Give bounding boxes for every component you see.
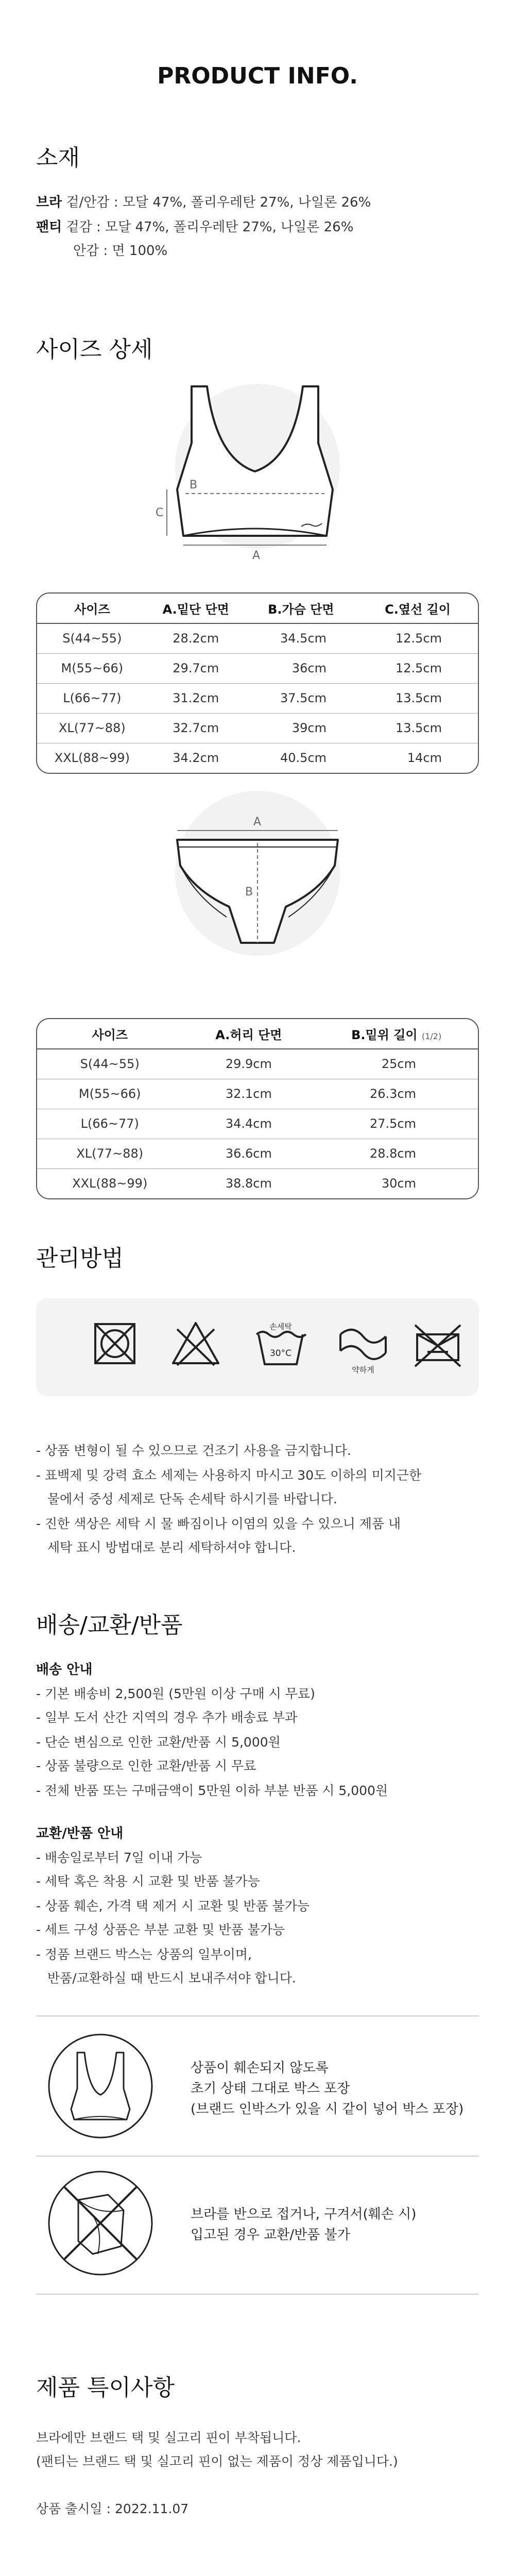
- pack-ng-line: 브라를 반으로 접거나, 구겨서(훼손 시): [191, 2207, 417, 2222]
- bra-label-b: B: [190, 479, 198, 492]
- value-cell: 12.5cm: [357, 653, 478, 683]
- release-date: 상품 출시일 : 2022.11.07: [36, 2501, 189, 2516]
- delivery-item: - 단순 변심으로 인한 교환/반품 시 5,000원: [36, 1735, 281, 1750]
- panty-inner-material: 안감 : 면 100%: [73, 243, 168, 259]
- table-row: [37, 1049, 478, 1079]
- size-cell: XL(77~88): [37, 713, 147, 743]
- panty-th-size: 사이즈: [37, 1019, 182, 1049]
- pack-ng-text: [191, 2204, 416, 2245]
- special-title: 제품 특이사항: [36, 2375, 175, 2401]
- bra-label-c: C: [156, 506, 164, 519]
- value-cell: 28.8cm: [315, 1139, 478, 1168]
- size-cell: XL(77~88): [37, 1139, 182, 1168]
- care-note: - 진한 색상은 세탁 시 물 빠짐이나 이염의 있을 수 있으니 제품 내: [36, 1516, 401, 1531]
- exchange-item: 반품/교환하실 때 반드시 보내주셔야 합니다.: [47, 1971, 296, 1986]
- shipping-title: 배송/교환/반품: [36, 1612, 183, 1638]
- bra-size-table: [36, 592, 479, 774]
- hand-wash-icon: [252, 1319, 309, 1370]
- table-row: [37, 743, 478, 773]
- care-note: 물에서 중성 세제로 단독 손세탁 하시기를 바랍니다.: [47, 1492, 337, 1506]
- delivery-item: - 상품 불량으로 인한 교환/반품 시 무료: [36, 1758, 256, 1773]
- value-cell: 26.3cm: [315, 1079, 478, 1109]
- value-cell: 34.5cm: [245, 623, 357, 653]
- panty-table-header: [37, 1019, 478, 1049]
- value-cell: 27.5cm: [315, 1109, 478, 1139]
- bra-table-header: [37, 594, 478, 623]
- no-bleach-icon: [170, 1319, 221, 1370]
- material-bra-line: [36, 192, 371, 211]
- no-tumble-dry-icon: [90, 1319, 140, 1370]
- delivery-item: - 기본 배송비 2,500원 (5만원 이상 구매 시 무료): [36, 1686, 315, 1701]
- value-cell: 29.9cm: [182, 1049, 315, 1079]
- panty-th-b-note: (1/2): [421, 1031, 442, 1041]
- value-cell: 38.8cm: [225, 1176, 272, 1191]
- size-cell: S(44~55): [37, 1049, 182, 1079]
- value-cell: 31.2cm: [147, 683, 245, 713]
- panty-label-b: B: [245, 886, 253, 899]
- table-row: [37, 1079, 478, 1109]
- size-cell: L(66~77): [37, 683, 147, 713]
- value-cell: 36cm: [245, 653, 357, 683]
- delivery-item: - 전체 반품 또는 구매금액이 5만원 이하 부분 반품 시 5,000원: [36, 1783, 388, 1798]
- special-line: 브라에만 브랜드 택 및 실고리 핀이 부착됩니다.: [36, 2430, 301, 2445]
- folded-bra-illustration: [46, 2169, 154, 2277]
- pack-ok-text: [191, 2058, 464, 2120]
- bra-label: 브라: [36, 195, 62, 210]
- care-icons-panel: [36, 1298, 479, 1396]
- value-cell: 32.1cm: [182, 1079, 315, 1109]
- hand-wash-label: 손세탁: [269, 1322, 292, 1331]
- care-note: 세탁 표시 방법대로 분리 세탁하셔야 합니다.: [47, 1540, 296, 1555]
- bra-diagram: [154, 381, 360, 562]
- value-cell: 29.7cm: [147, 653, 245, 683]
- pack-ok-line: (브랜드 인박스가 있을 시 같이 넣어 박스 포장): [191, 2102, 464, 2117]
- size-cell: XXL(88~99): [54, 751, 130, 766]
- value-cell: 13.5cm: [357, 713, 478, 743]
- special-line: (팬티는 브랜드 택 및 실고리 핀이 없는 제품이 정상 제품입니다.): [36, 2454, 398, 2469]
- table-row: [37, 1139, 478, 1168]
- pack-ng-line: 입고된 경우 교환/반품 불가: [191, 2227, 350, 2243]
- divider: [36, 2294, 479, 2295]
- material-title: 소재: [36, 145, 80, 171]
- divider: [36, 2156, 479, 2157]
- panty-label: 팬티: [36, 219, 62, 235]
- table-row: [37, 1109, 478, 1139]
- care-note: - 상품 변형이 될 수 있으므로 건조기 사용을 금지합니다.: [36, 1443, 351, 1458]
- value-cell: 40.5cm: [280, 751, 327, 766]
- divider: [36, 2015, 479, 2016]
- size-cell: L(66~77): [37, 1109, 182, 1139]
- panty-outer-material: 겉감 : 모달 47%, 폴리우레탄 27%, 나일론 26%: [62, 219, 354, 235]
- hand-wash-temp: 30°C: [269, 1348, 292, 1359]
- table-row: [37, 713, 478, 743]
- value-cell: 13.5cm: [357, 683, 478, 713]
- bra-th-c: C.옆선 길이: [357, 594, 478, 623]
- exchange-item: - 세탁 혹은 착용 시 교환 및 반품 불가능: [36, 1874, 260, 1889]
- table-row: [37, 683, 478, 713]
- bra-th-b: B.가슴 단면: [245, 594, 357, 623]
- panty-th-b-label: B.밑위 길이: [351, 1028, 418, 1042]
- size-cell: M(55~66): [37, 1079, 182, 1109]
- exchange-item: - 세트 구성 상품은 부분 교환 및 반품 불가능: [36, 1922, 285, 1937]
- delivery-heading: 배송 안내: [36, 1662, 93, 1677]
- wring-gently-icon: [337, 1319, 389, 1378]
- bra-th-size: 사이즈: [37, 594, 147, 623]
- no-flat-dry-icon: [412, 1319, 464, 1370]
- delivery-item: - 일부 도서 산간 지역의 경우 추가 배송료 부과: [36, 1710, 298, 1725]
- table-row: [37, 1168, 478, 1198]
- value-cell: 37.5cm: [245, 683, 357, 713]
- packed-bra-illustration: [46, 2032, 154, 2140]
- exchange-item: - 상품 훼손, 가격 택 제거 시 교환 및 반품 불가능: [36, 1899, 310, 1913]
- exchange-heading: 교환/반품 안내: [36, 1826, 124, 1841]
- bra-material: 겉/안감 : 모달 47%, 폴리우레탄 27%, 나일론 26%: [62, 195, 371, 210]
- size-cell: XXL(88~99): [72, 1176, 148, 1191]
- size-cell: S(44~55): [37, 623, 147, 653]
- panty-size-table: [36, 1018, 479, 1199]
- size-cell: M(55~66): [37, 653, 147, 683]
- care-note: - 표백제 및 강력 효소 세제는 사용하지 마시고 30도 이하의 미지근한: [36, 1468, 422, 1483]
- care-title: 관리방법: [36, 1245, 124, 1272]
- value-cell: 34.4cm: [182, 1109, 315, 1139]
- wring-label: 약하게: [352, 1365, 374, 1375]
- value-cell: 39cm: [245, 713, 357, 743]
- panty-diagram: [154, 788, 360, 958]
- bra-th-a: A.밑단 단면: [147, 594, 245, 623]
- value-cell: 14cm: [407, 751, 442, 766]
- value-cell: 25cm: [315, 1049, 478, 1079]
- exchange-item: - 배송일로부터 7일 이내 가능: [36, 1850, 202, 1865]
- page-title: PRODUCT INFO.: [157, 63, 358, 89]
- table-row: [37, 653, 478, 683]
- value-cell: 30cm: [381, 1176, 416, 1191]
- value-cell: 34.2cm: [173, 751, 219, 766]
- pack-ok-line: 상품이 훼손되지 않도록: [191, 2060, 329, 2076]
- pack-ok-line: 초기 상태 그대로 박스 포장: [191, 2081, 350, 2096]
- panty-label-a: A: [253, 816, 262, 828]
- value-cell: 36.6cm: [182, 1139, 315, 1168]
- table-row: [37, 623, 478, 653]
- panty-th-b: [315, 1019, 478, 1049]
- bra-label-a: A: [252, 549, 261, 562]
- exchange-item: - 정품 브랜드 박스는 상품의 일부이며,: [36, 1947, 252, 1962]
- value-cell: 12.5cm: [357, 623, 478, 653]
- panty-th-a: A.허리 단면: [182, 1019, 315, 1049]
- size-detail-title: 사이즈 상세: [36, 336, 153, 363]
- value-cell: 32.7cm: [147, 713, 245, 743]
- material-panty-line: [36, 216, 353, 235]
- value-cell: 28.2cm: [147, 623, 245, 653]
